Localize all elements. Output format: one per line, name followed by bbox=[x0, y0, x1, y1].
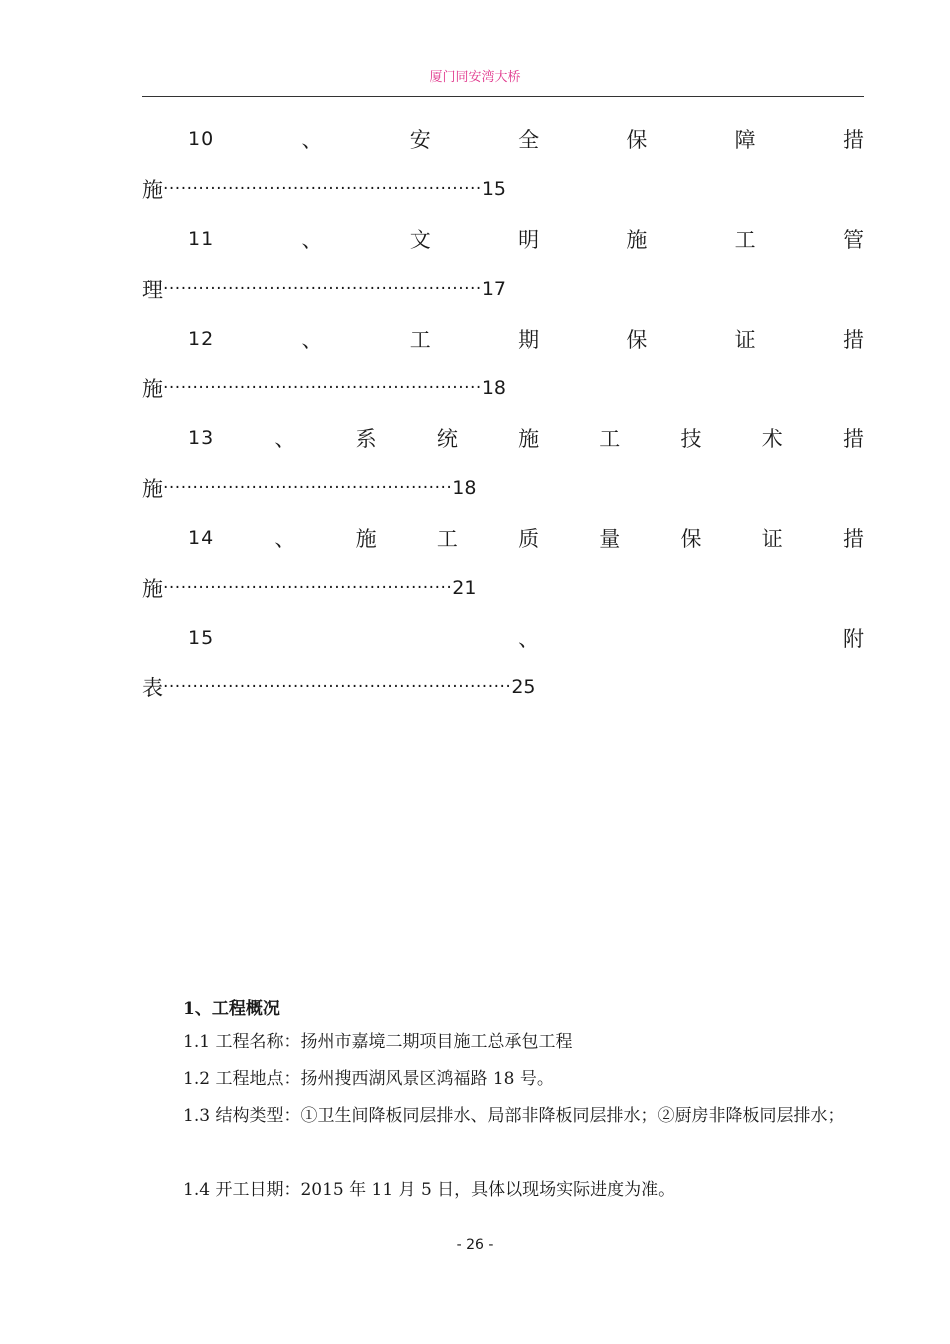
toc-dot-leader: ······················································ bbox=[163, 378, 482, 398]
toc-page-number: 17 bbox=[481, 278, 506, 300]
toc-entry-char: 施 bbox=[355, 527, 377, 551]
toc-entry-char: 全 bbox=[518, 128, 540, 152]
toc-entry-heading bbox=[142, 623, 864, 653]
toc-page-number: 18 bbox=[452, 477, 477, 499]
toc-page-number: 21 bbox=[452, 577, 477, 599]
toc-dot-leader: ················································· bbox=[163, 578, 453, 598]
toc-entry-leader-line bbox=[142, 174, 506, 204]
toc-entry-leader-line bbox=[142, 672, 536, 702]
section-item-location: 1.2 工程地点：扬州搜西湖风景区鸿福路 18 号。 bbox=[183, 1069, 554, 1089]
toc-entry-number: 11 bbox=[188, 228, 215, 250]
toc-entry-char: 统 bbox=[436, 427, 458, 451]
toc-entry-char: 工 bbox=[409, 328, 431, 352]
section-item-name: 1.1 工程名称：扬州市嘉境二期项目施工总承包工程 bbox=[183, 1032, 573, 1052]
toc-entry-number: 15 bbox=[188, 627, 215, 649]
toc-entry-heading bbox=[142, 523, 864, 553]
toc-dot-leader: ··························································· bbox=[163, 677, 512, 697]
page-header: 厦门同安湾大桥 bbox=[429, 70, 521, 85]
toc-entry-heading bbox=[142, 423, 864, 453]
page-number: - 26 - bbox=[456, 1237, 494, 1253]
toc-entry-char: 表 bbox=[142, 676, 163, 700]
toc-entry-char: 理 bbox=[142, 278, 163, 302]
header-divider bbox=[142, 96, 864, 97]
toc-dot-leader: ······················································ bbox=[163, 279, 482, 299]
toc-entry-char: 安 bbox=[409, 128, 431, 152]
toc-entry-char: 施 bbox=[142, 477, 163, 501]
toc-entry-char: 技 bbox=[680, 427, 702, 451]
toc-entry-char: 证 bbox=[734, 328, 756, 352]
toc-entry-char: 工 bbox=[436, 527, 458, 551]
toc-entry-char: 术 bbox=[761, 427, 783, 451]
toc-entry-char: 附 bbox=[843, 627, 864, 651]
toc-entry-number: 14 bbox=[188, 527, 215, 549]
toc-entry-char: 措 bbox=[842, 328, 864, 352]
toc-dot-leader: ················································· bbox=[163, 478, 453, 498]
toc-entry-char: 、 bbox=[301, 328, 323, 352]
toc-entry-char: 、 bbox=[301, 228, 323, 252]
toc-entry-leader-line bbox=[142, 373, 506, 403]
toc-entry-char: 施 bbox=[142, 577, 163, 601]
toc-entry-char: 施 bbox=[142, 377, 163, 401]
toc-entry-heading bbox=[142, 324, 864, 354]
toc-entry-char: 期 bbox=[518, 328, 540, 352]
toc-entry-char: 保 bbox=[680, 527, 702, 551]
toc-entry-char: 措 bbox=[842, 128, 864, 152]
toc-entry-char: 、 bbox=[274, 427, 296, 451]
toc-page-number: 25 bbox=[511, 676, 536, 698]
toc-page-number: 15 bbox=[481, 178, 506, 200]
toc-entry-leader-line bbox=[142, 274, 506, 304]
toc-entry-char: 量 bbox=[599, 527, 621, 551]
toc-entry-char: 施 bbox=[142, 178, 163, 202]
toc-entry-char: 质 bbox=[518, 527, 540, 551]
toc-entry-char: 措 bbox=[842, 527, 864, 551]
toc-entry-char: 工 bbox=[599, 427, 621, 451]
toc-entry-char: 保 bbox=[626, 328, 648, 352]
toc-entry-number: 10 bbox=[188, 128, 215, 150]
toc-entry-char: 文 bbox=[409, 228, 431, 252]
toc-entry-char: 、 bbox=[274, 527, 296, 551]
toc-entry-char: 施 bbox=[518, 427, 540, 451]
toc-entry-leader-line bbox=[142, 473, 476, 503]
toc-entry-char: 施 bbox=[626, 228, 648, 252]
toc-entry-leader-line bbox=[142, 573, 476, 603]
toc-entry-char: 证 bbox=[761, 527, 783, 551]
toc-entry-number: 12 bbox=[188, 328, 215, 350]
toc-entry-heading bbox=[142, 124, 864, 154]
toc-entry-char: 、 bbox=[518, 627, 540, 651]
toc-entry-char: 措 bbox=[842, 427, 864, 451]
toc-entry-char: 管 bbox=[842, 228, 864, 252]
toc-entry-heading bbox=[142, 224, 864, 254]
toc-entry-char: 明 bbox=[518, 228, 540, 252]
section-item-structure: 1.3 结构类型：①卫生间降板同层排水、局部非降板同层排水；②厨房非降板同层排水； bbox=[183, 1106, 845, 1126]
toc-entry-char: 障 bbox=[734, 128, 756, 152]
section-heading: 1、工程概况 bbox=[183, 999, 280, 1019]
toc-entry-char: 保 bbox=[626, 128, 648, 152]
toc-entry-char: 、 bbox=[301, 128, 323, 152]
toc-page-number: 18 bbox=[481, 377, 506, 399]
section-item-start-date: 1.4 开工日期：2015 年 11 月 5 日，具体以现场实际进度为准。 bbox=[183, 1180, 676, 1200]
toc-entry-char: 工 bbox=[734, 228, 756, 252]
toc-entry-char: 系 bbox=[355, 427, 377, 451]
toc-dot-leader: ······················································ bbox=[163, 179, 482, 199]
toc-entry-number: 13 bbox=[188, 427, 215, 449]
